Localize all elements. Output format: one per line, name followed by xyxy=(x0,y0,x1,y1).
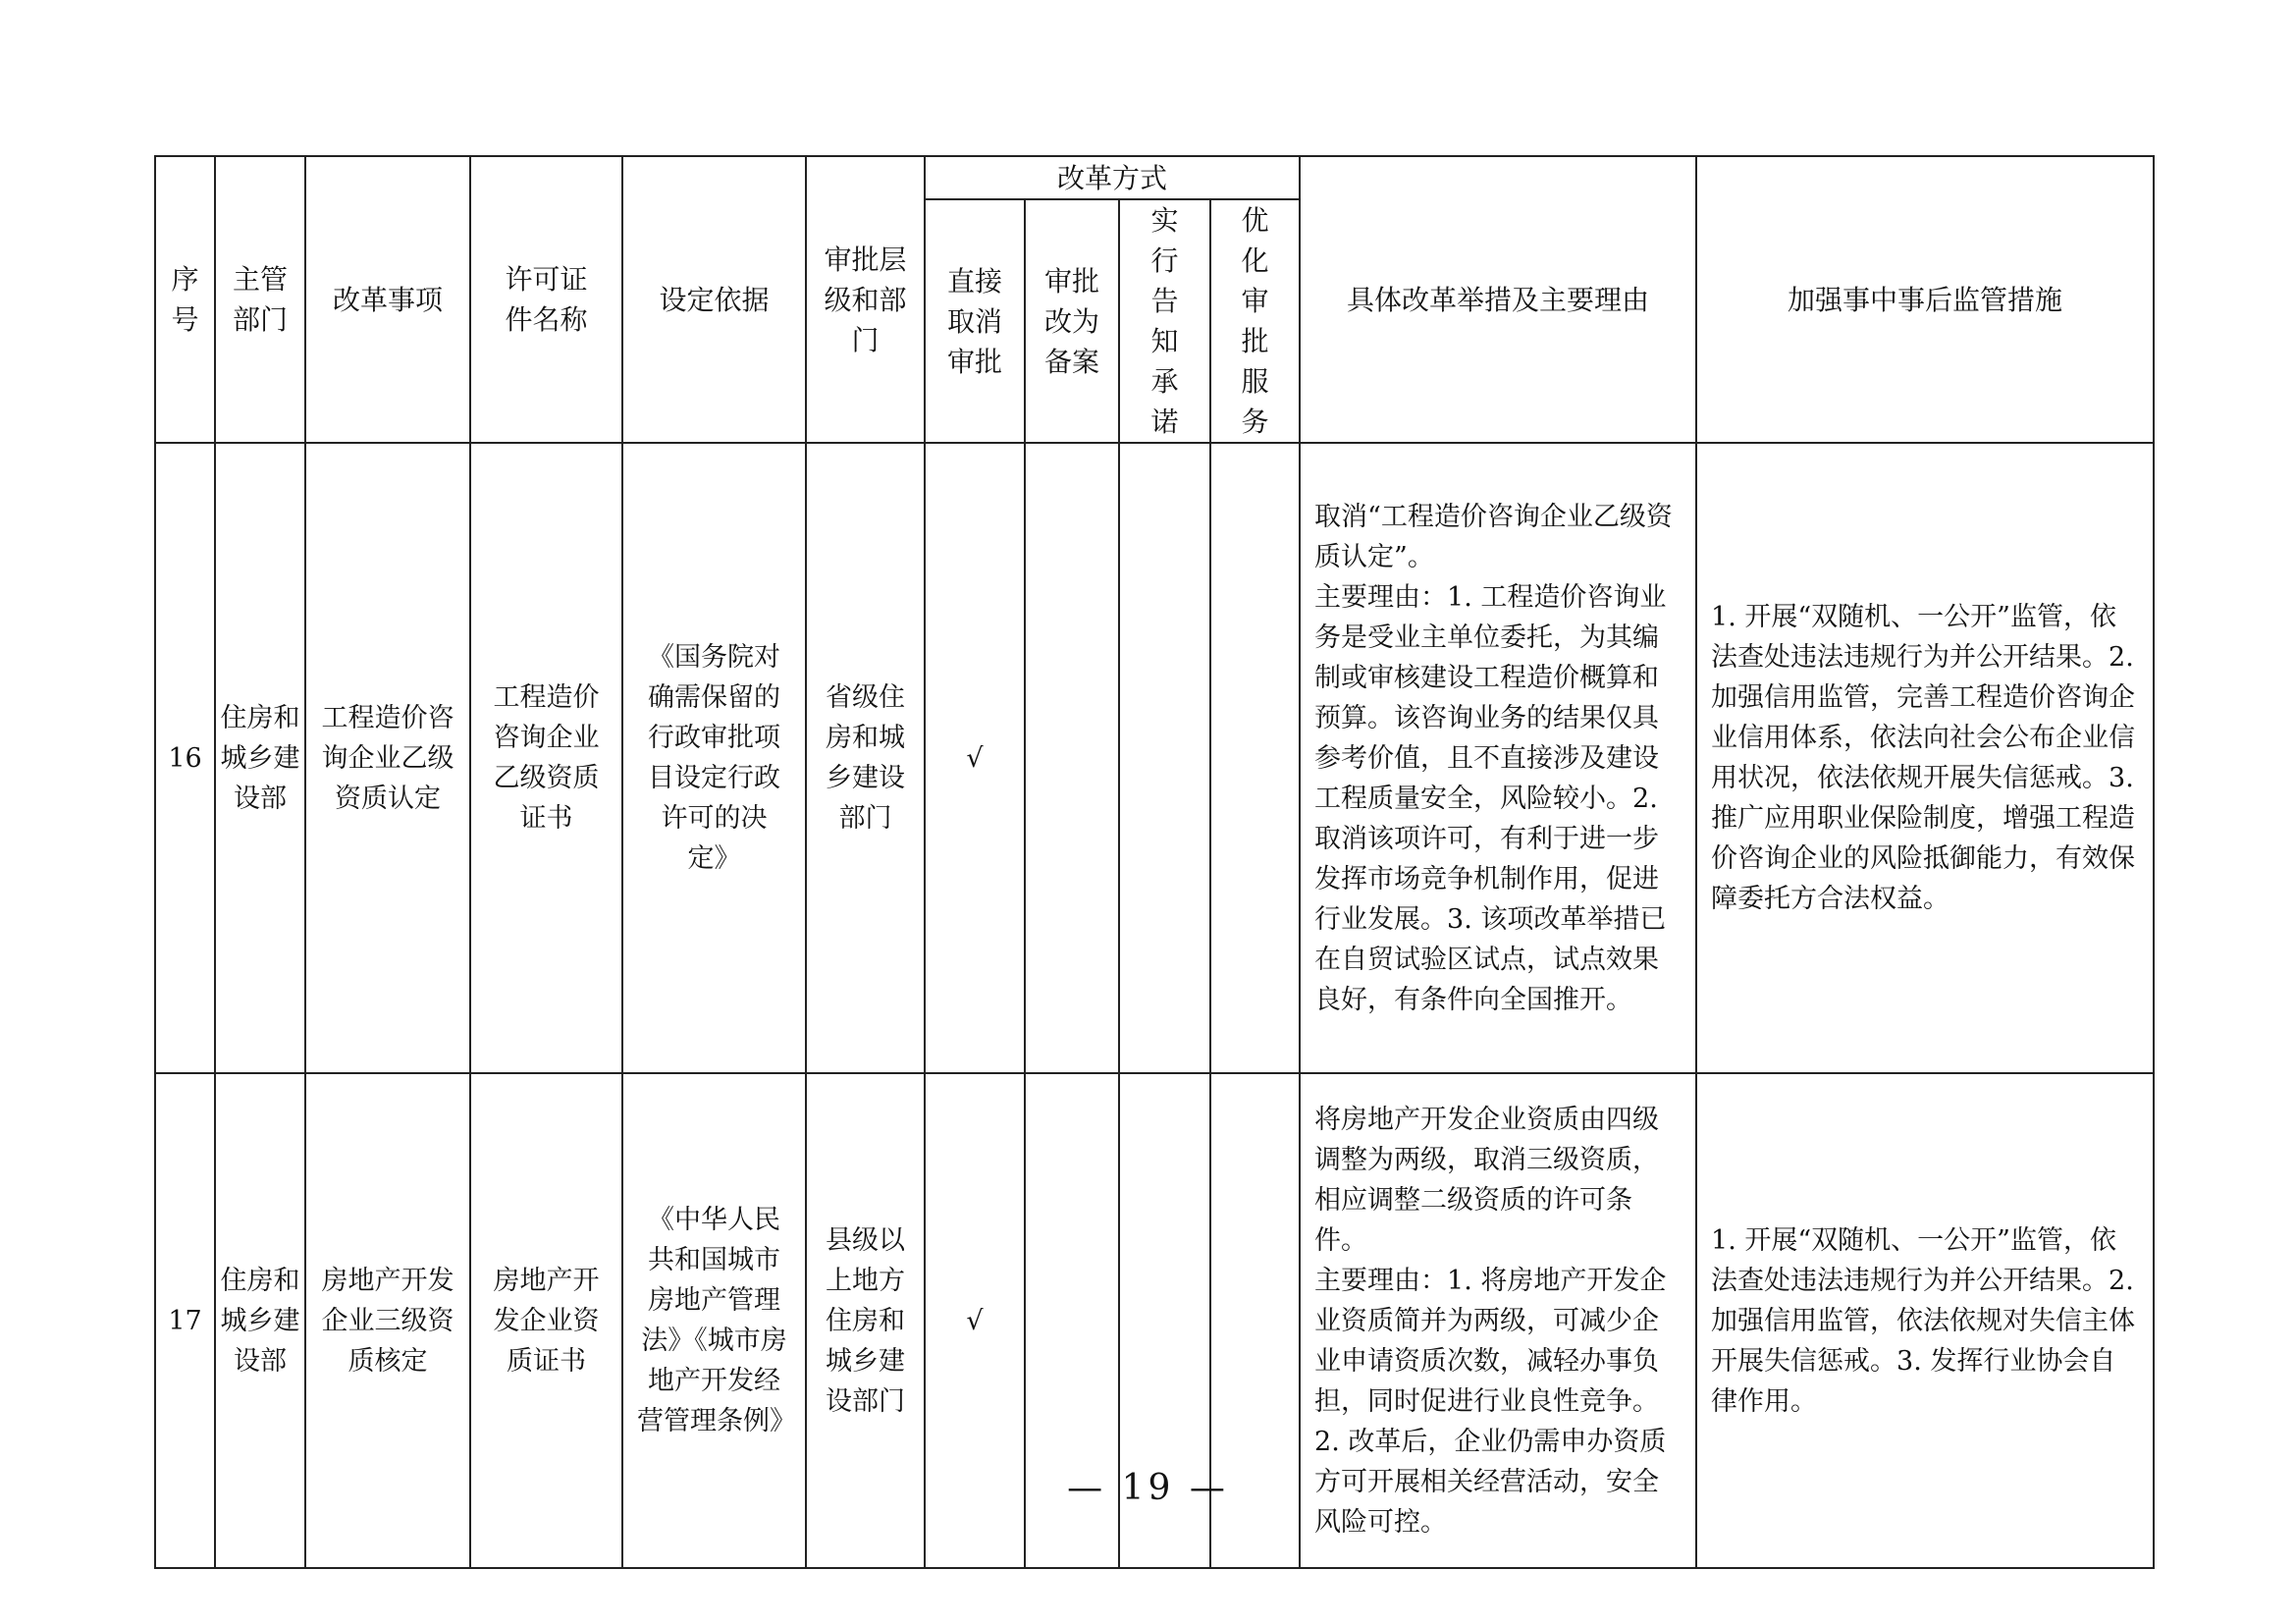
cell-dept: 住房和城乡建设部 xyxy=(215,443,305,1073)
cell-dept: 住房和城乡建设部 xyxy=(215,1073,305,1568)
cell-measures: 将房地产开发企业资质由四级调整为两级，取消三级资质，相应调整二级资质的许可条件。 主要理由：1. 将房地产开发企业资质简并为两级，可减少企业申请资质次数，减轻办事负担，同时促进行业良性竞争。2. 改革后，企业仍需申办资质方可开展相关经营活动，安全风险可控。 xyxy=(1300,1073,1696,1568)
cell-no: 17 xyxy=(155,1073,215,1568)
cell-item: 工程造价咨询企业乙级资质认定 xyxy=(305,443,470,1073)
page-number: — 19 — xyxy=(1067,1468,1229,1508)
cell-mode-cancel: √ xyxy=(925,1073,1025,1568)
header-mode-filing: 审批改为备案 xyxy=(1025,199,1119,443)
header-reform-mode: 改革方式 xyxy=(925,156,1300,199)
header-license: 许可证件名称 xyxy=(470,156,622,443)
header-row-top xyxy=(155,156,2154,199)
cell-measures: 取消“工程造价咨询企业乙级资质认定”。 主要理由：1. 工程造价咨询业务是受业主单位委托，为其编制或审核建设工程造价概算和预算。该咨询业务的结果仅具参考价值，且不直接涉及建设工程质量安全，风险较小。2. 取消该项许可，有利于进一步发挥市场竞争机制作用，促进行业发展。3. 该项改革举措已在自贸试验区试点，试点效果良好，有条件向全国推开。 xyxy=(1300,443,1696,1073)
header-level: 审批层级和部门 xyxy=(806,156,925,443)
cell-basis: 《国务院对确需保留的行政审批项目设定行政许可的决定》 xyxy=(622,443,806,1073)
cell-basis: 《中华人民共和国城市房地产管理法》《城市房地产开发经营管理条例》 xyxy=(622,1073,806,1568)
header-measures: 具体改革举措及主要理由 xyxy=(1300,156,1696,443)
header-basis: 设定依据 xyxy=(622,156,806,443)
cell-item: 房地产开发企业三级资质核定 xyxy=(305,1073,470,1568)
header-no: 序号 xyxy=(155,156,215,443)
cell-level: 省级住房和城乡建设部门 xyxy=(806,443,925,1073)
header-dept: 主管部门 xyxy=(215,156,305,443)
header-supervision: 加强事中事后监管措施 xyxy=(1696,156,2154,443)
cell-supervision: 1. 开展“双随机、一公开”监管，依法查处违法违规行为并公开结果。2. 加强信用监管，完善工程造价咨询企业信用体系，依法向社会公布企业信用状况，依法依规开展失信惩戒。3. 推广应用职业保险制度，增强工程造价咨询企业的风险抵御能力，有效保障委托方合法权益。 xyxy=(1696,443,2154,1073)
cell-no: 16 xyxy=(155,443,215,1073)
cell-mode-filing xyxy=(1025,443,1119,1073)
header-mode-cancel: 直接取消审批 xyxy=(925,199,1025,443)
cell-level: 县级以上地方住房和城乡建设部门 xyxy=(806,1073,925,1568)
header-item: 改革事项 xyxy=(305,156,470,443)
reform-table xyxy=(154,155,2155,1569)
cell-license: 房地产开发企业资质证书 xyxy=(470,1073,622,1568)
header-mode-optimize: 优化审批服务 xyxy=(1210,199,1300,443)
cell-license: 工程造价咨询企业乙级资质证书 xyxy=(470,443,622,1073)
cell-mode-optimize xyxy=(1210,443,1300,1073)
cell-supervision: 1. 开展“双随机、一公开”监管，依法查处违法违规行为并公开结果。2. 加强信用监管，依法依规对失信主体开展失信惩戒。3. 发挥行业协会自律作用。 xyxy=(1696,1073,2154,1568)
cell-mode-notify xyxy=(1119,443,1210,1073)
cell-mode-cancel: √ xyxy=(925,443,1025,1073)
table-row xyxy=(155,443,2154,1073)
header-mode-notify: 实行告知承诺 xyxy=(1119,199,1210,443)
